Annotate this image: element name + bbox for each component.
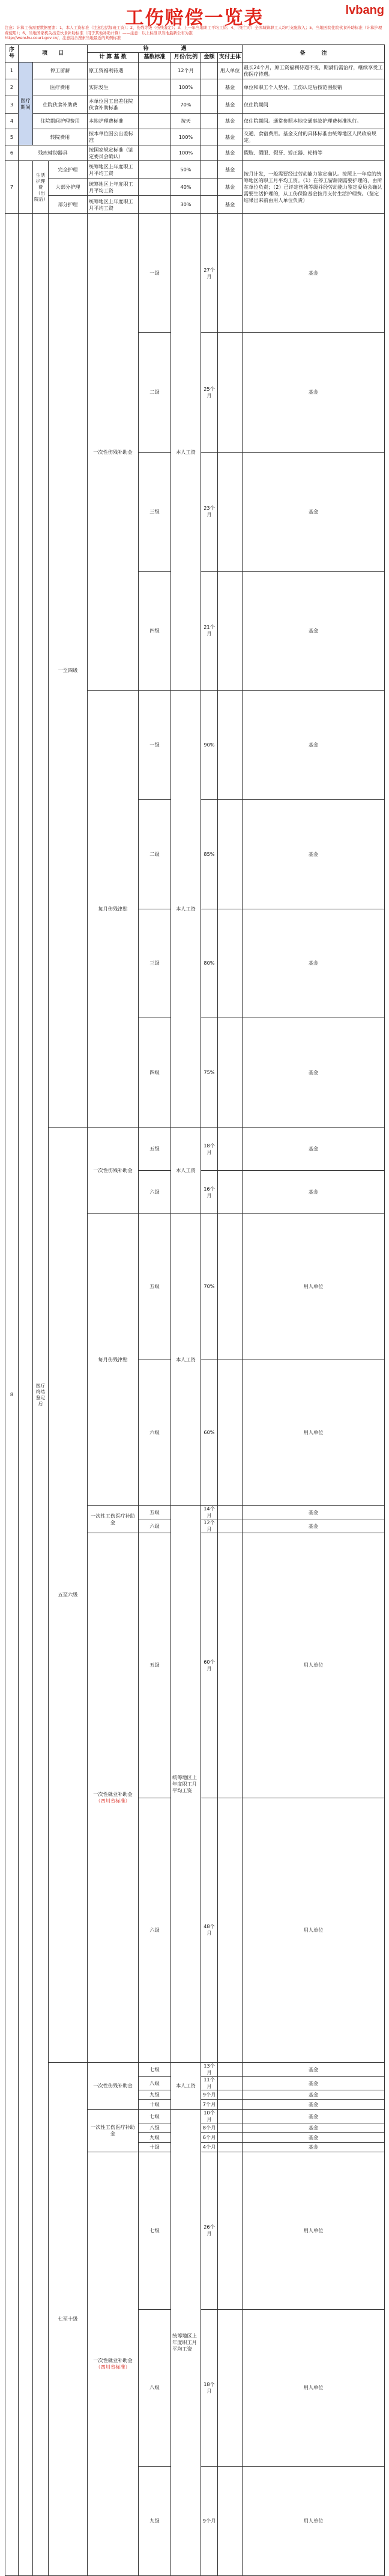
base-cell: 统筹地区上年度职工月平均工资	[88, 161, 139, 179]
payer-cell: 基金	[243, 2123, 385, 2133]
group-5-6: 五至六级	[49, 1128, 88, 2063]
level-cell: 六级	[139, 1360, 171, 1506]
seq-cell: 8	[5, 214, 19, 2576]
level-cell: 二级	[139, 333, 171, 452]
payer-cell: 基金	[218, 161, 243, 179]
payer-cell: 基金	[218, 129, 243, 145]
ratio-cell: 10个月	[201, 2110, 218, 2123]
ratio-cell: 50%	[171, 161, 201, 179]
payer-cell: 基金	[243, 2090, 385, 2100]
seq-cell: 6	[5, 145, 19, 161]
ratio-cell: 11个月	[201, 2077, 218, 2090]
page-title: 工伤赔偿一览表	[125, 7, 264, 29]
ratio-cell: 6个月	[201, 2133, 218, 2143]
ratio-cell: 13个月	[201, 2063, 218, 2077]
table-row	[5, 161, 385, 179]
ratio-cell: 70%	[201, 1214, 218, 1360]
item-cell: 一次性伤残补助金	[88, 2063, 139, 2110]
ratio-cell: 100%	[171, 129, 201, 145]
payer-cell: 基金	[218, 196, 243, 214]
base-cell: 统筹地区上年度职工月平均工资	[88, 179, 139, 196]
compensation-table	[5, 44, 385, 2576]
payer-cell: 基金	[243, 571, 385, 690]
payer-cell: 基金	[218, 79, 243, 96]
level-cell: 九级	[139, 2090, 171, 2100]
level-cell: 十级	[139, 2143, 171, 2152]
ratio-cell: 9个月	[201, 2090, 218, 2100]
ratio-cell: 8个月	[201, 2123, 218, 2133]
item-cell: 医疗费用	[33, 79, 88, 96]
item-cell: 一次性工伤医疗补助金	[88, 1506, 139, 1533]
level-cell: 四级	[139, 571, 171, 690]
payer-cell: 基金	[243, 2133, 385, 2143]
table-row	[5, 114, 385, 129]
payer-cell: 基金	[243, 2110, 385, 2123]
item-cell: 停工留薪	[33, 63, 88, 79]
remark-cell: 交通、食宿费用。基金支付的具体标准由统筹地区人民政府规定。	[243, 129, 385, 145]
level-cell: 六级	[139, 1798, 171, 2063]
payer-cell: 用人单位	[243, 1214, 385, 1360]
ratio-cell: 26个月	[201, 2152, 218, 2310]
header-row-1	[5, 45, 385, 53]
payer-cell: 基金	[243, 1018, 385, 1128]
level-cell: 五级	[139, 1214, 171, 1360]
ratio-cell: 100%	[171, 79, 201, 96]
sichuan-tag: （四川省标准）	[95, 1798, 130, 1804]
payer-cell: 基金	[243, 799, 385, 909]
item-cell: 一次性伤残补助金	[88, 1128, 139, 1214]
table-row	[5, 1128, 385, 1171]
ratio-cell: 30%	[171, 196, 201, 214]
ratio-cell: 7个月	[201, 2100, 218, 2110]
header-treatment: 待 遇	[88, 45, 243, 53]
ratio-cell: 18个月	[201, 1128, 218, 1171]
ratio-cell: 16个月	[201, 1171, 218, 1214]
ratio-cell: 60个月	[201, 1533, 218, 1798]
remark-cell: 仅住院期间	[243, 96, 385, 114]
base-cell: 统筹地区上年度职工月平均工资	[171, 2110, 201, 2576]
payer-cell: 基金	[218, 179, 243, 196]
base-cell: 按本单位因公出差标准	[88, 129, 139, 145]
payer-cell: 基金	[218, 114, 243, 129]
level-cell: 五级	[139, 1128, 171, 1171]
table-row	[5, 214, 385, 333]
header-base: 计 算 基 数	[88, 53, 139, 63]
item-cell	[88, 1533, 139, 2063]
level-cell: 九级	[139, 2133, 171, 2143]
level-cell: 九级	[139, 2467, 171, 2576]
level-cell: 三级	[139, 452, 171, 571]
table-row	[5, 96, 385, 114]
base-cell: 本人工资	[171, 1214, 201, 1506]
payer-cell: 基金	[243, 1128, 385, 1171]
table-row	[5, 79, 385, 96]
item-cell	[88, 2152, 139, 2576]
group-7-10: 七至十级	[49, 2063, 88, 2576]
ratio-cell: 21个月	[201, 571, 218, 690]
group-1-4: 一至四级	[49, 214, 88, 1128]
payer-cell: 基金	[243, 691, 385, 800]
category-final: 医疗终结鉴定后	[33, 214, 49, 2576]
header-ratio: 月份/比例	[171, 53, 201, 63]
payer-cell: 用人单位	[218, 63, 243, 79]
item-cell: 一次性工伤医疗补助金	[88, 2110, 139, 2152]
base-cell: 本人工资	[171, 214, 201, 691]
remark-cell: 仅住院期间。通常参照本地交通事故护理费标准执行。	[243, 114, 385, 129]
payer-cell: 用人单位	[243, 2309, 385, 2467]
ratio-cell: 27个月	[201, 214, 218, 333]
base-cell: 统筹地区上年度职工月平均工资	[171, 1506, 201, 2063]
level-cell: 六级	[139, 1519, 171, 1533]
header-seq: 序号	[5, 45, 19, 63]
ratio-cell: 40%	[171, 179, 201, 196]
remark-cell: 按月计发，一般需要经过劳动能力鉴定确认。按照上一年度的统筹地区的职工月平均工资。（1）在停工留薪期需要护理的，由所在单位负责；（2）已评定伤残等级并经劳动能力鉴定委员会确认需要生活护理的，从工伤保险基金按月支付生活护理费。（鉴定结果出来前由用人单位负责）	[243, 161, 385, 214]
table-row	[5, 145, 385, 161]
ratio-cell: 90%	[201, 691, 218, 800]
item-cell: 住院伙食补助费	[33, 96, 88, 114]
ratio-cell: 按天	[171, 114, 201, 129]
base-cell: 统筹地区上年度职工月平均工资	[88, 196, 139, 214]
item-label: 一次性就业补助金	[93, 1791, 133, 1797]
base-cell: 本人工资	[171, 691, 201, 1128]
level-cell: 八级	[139, 2123, 171, 2133]
payer-cell: 基金	[243, 2063, 385, 2077]
item-cell: 转院费用	[33, 129, 88, 145]
item-cell: 部分护理	[49, 196, 88, 214]
ratio-cell: 75%	[201, 1018, 218, 1128]
level-cell: 三级	[139, 909, 171, 1018]
level-cell: 八级	[139, 2309, 171, 2467]
base-cell: 本人工资	[171, 1128, 201, 1214]
item-cell: 每月伤残津贴	[88, 1214, 139, 1506]
payer-cell: 基金	[243, 1506, 385, 1519]
seq-cell: 3	[5, 96, 19, 114]
table-row	[5, 129, 385, 145]
payer-cell: 用人单位	[243, 2152, 385, 2310]
item-cell: 完全护理	[49, 161, 88, 179]
ratio-cell: 12个月	[171, 63, 201, 79]
payer-cell: 基金	[243, 2100, 385, 2110]
level-cell: 十级	[139, 2100, 171, 2110]
base-cell: 原工资福利待遇	[88, 63, 139, 79]
item-cell: 住院期间护理费用	[33, 114, 88, 129]
ratio-cell: 23个月	[201, 452, 218, 571]
ratio-cell: 14个月	[201, 1506, 218, 1519]
header-remarks: 备 注	[243, 45, 385, 63]
table-row	[5, 2063, 385, 2077]
base-cell: 按国家规定标准（鉴定委员会确认）	[88, 145, 139, 161]
payer-cell: 基金	[243, 909, 385, 1018]
payer-cell: 用人单位	[243, 1360, 385, 1506]
ratio-cell: 48个月	[201, 1798, 218, 2063]
table-row	[5, 63, 385, 79]
remark-cell: 单位和职工个人垫付，工伤认定后按范围报销	[243, 79, 385, 96]
ratio-cell: 100%	[171, 145, 201, 161]
payer-cell: 基金	[243, 214, 385, 333]
category-medical: 医疗期间	[20, 97, 31, 110]
base-cell: 本单位因工出差住院伙食补助标准	[88, 96, 139, 114]
ratio-cell: 4个月	[201, 2143, 218, 2152]
ratio-cell: 25个月	[201, 333, 218, 452]
seq-cell: 1	[5, 63, 19, 79]
brand-watermark: lvbang	[345, 4, 384, 17]
header-item: 项 目	[19, 45, 88, 63]
header-amount: 金额	[201, 53, 218, 63]
sichuan-tag: （四川省标准）	[95, 2364, 130, 2370]
level-cell: 六级	[139, 1171, 171, 1214]
item-cell: 每月伤残津贴	[88, 691, 139, 1128]
category-living: 生活护理费（出院后）	[33, 161, 49, 214]
notice-text: 注意：计算工伤需要数据要素：1、本人工资标准（注意包括加班工资）；2、伤残等级（伤残鉴定）；3、上一年当地职工平均工资；4、（死亡时）全国城镇职工人均可支配收入；5、当地医院住院伙食补助标准（计算护理费使用）；6、当地国家机关出差伙食补助标准（用于其他补助计算）——注意：以上标准以当地最新公布为准 http://wenshu.court.gov.cn/，注意结合搜索当地最近的判例标准	[5, 25, 382, 40]
level-cell: 四级	[139, 1018, 171, 1128]
item-cell: 残疾辅助器具	[19, 145, 88, 161]
remark-cell: 最长24个月，原工资福利待遇不变，期满仍需治疗，继续享受工伤医疗待遇。	[243, 63, 385, 79]
payer-cell: 用人单位	[243, 1798, 385, 2063]
ratio-cell: 12个月	[201, 1519, 218, 1533]
remark-cell: 假肢、假眼、假牙、矫正器、轮椅等	[243, 145, 385, 161]
base-cell: 实际发生	[88, 79, 139, 96]
seq-cell: 7	[5, 161, 19, 214]
header-std: 基数标准	[139, 53, 171, 63]
payer-cell: 基金	[243, 1519, 385, 1533]
base-cell: 本地护理费标准	[88, 114, 139, 129]
item-cell: 一次性伤残补助金	[88, 214, 139, 691]
seq-cell: 4	[5, 114, 19, 129]
ratio-cell: 18个月	[201, 2309, 218, 2467]
item-cell: 大部分护理	[49, 179, 88, 196]
payer-cell: 基金	[243, 2077, 385, 2090]
level-cell: 二级	[139, 799, 171, 909]
payer-cell: 基金	[243, 333, 385, 452]
level-cell: 八级	[139, 2077, 171, 2090]
base-cell: 本人工资	[171, 2063, 201, 2110]
level-cell: 五级	[139, 1506, 171, 1519]
ratio-cell: 60%	[201, 1360, 218, 1506]
ratio-cell: 70%	[171, 96, 201, 114]
payer-cell: 基金	[243, 452, 385, 571]
seq-cell: 2	[5, 79, 19, 96]
payer-cell: 用人单位	[243, 1533, 385, 1798]
level-cell: 七级	[139, 2110, 171, 2123]
payer-cell: 用人单位	[243, 2467, 385, 2576]
payer-cell: 基金	[218, 145, 243, 161]
ratio-cell: 80%	[201, 909, 218, 1018]
ratio-cell: 9个月	[201, 2467, 218, 2576]
item-label: 一次性就业补助金	[93, 2357, 133, 2363]
seq-cell: 5	[5, 129, 19, 145]
payer-cell: 基金	[243, 2143, 385, 2152]
ratio-cell: 85%	[201, 799, 218, 909]
level-cell: 一级	[139, 214, 171, 333]
level-cell: 七级	[139, 2152, 171, 2310]
payer-cell: 基金	[218, 96, 243, 114]
header-payer: 支付主体	[218, 53, 243, 63]
level-cell: 一级	[139, 691, 171, 800]
level-cell: 五级	[139, 1533, 171, 1798]
level-cell: 七级	[139, 2063, 171, 2077]
payer-cell: 基金	[243, 1171, 385, 1214]
